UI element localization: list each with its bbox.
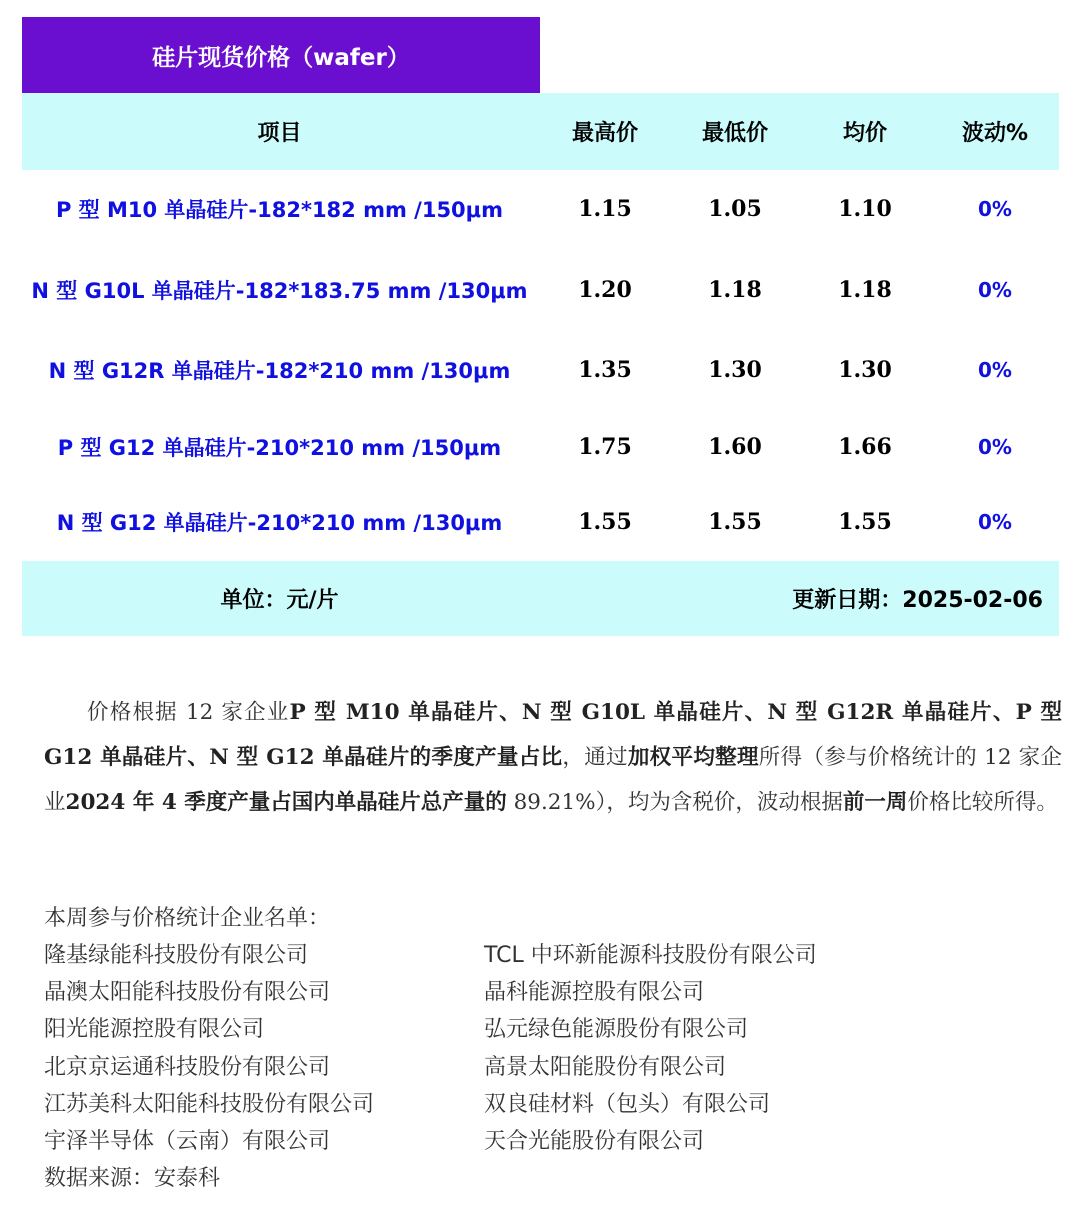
company-name: 宇泽半导体（云南）有限公司 [44, 1129, 331, 1155]
row-high: 1.75 [578, 434, 632, 460]
row-avg: 1.55 [838, 509, 892, 535]
table-row [22, 189, 1059, 229]
company-name: TCL 中环新能源科技股份有限公司 [484, 943, 817, 968]
note-text: 价格比较所得。 [907, 790, 1058, 815]
table-title: 硅片现货价格（wafer） [22, 17, 540, 93]
note-text: 价格根据 12 家企业 [87, 700, 290, 725]
header-item: 项目 [257, 121, 302, 146]
unit-label: 单位：元/片 [220, 588, 339, 613]
data-source: 数据来源：安泰科 [44, 1166, 221, 1192]
company-list-title: 本周参与价格统计企业名单： [44, 906, 331, 931]
note-text: ，通过 [562, 745, 628, 770]
row-low: 1.55 [708, 509, 762, 535]
row-high: 1.20 [578, 277, 632, 303]
company-list [44, 937, 1044, 1160]
row-item: N 型 G10L 单晶硅片-182*183.75 mm /130μm [31, 279, 528, 303]
header-high: 最高价 [571, 121, 638, 146]
row-low: 1.05 [708, 196, 762, 222]
note-bold: P 型 M10 单晶硅片、N 型 G10L 单晶硅片、N 型 G12R 单晶硅片、P 型 G12 单晶硅片、N 型 G12 单晶硅片的季度产量占比 [44, 700, 1062, 770]
row-avg: 1.10 [838, 196, 892, 222]
header-change: 波动% [961, 121, 1029, 146]
update-date: 更新日期：2025-02-06 [792, 588, 1043, 613]
table-footer [22, 561, 1059, 636]
header-avg: 均价 [842, 121, 887, 146]
company-name: 江苏美科太阳能科技股份有限公司 [44, 1091, 375, 1117]
company-name: 双良硅材料（包头）有限公司 [484, 1091, 771, 1117]
company-section [44, 900, 1044, 1197]
row-change: 0% [978, 435, 1012, 459]
table-row [22, 270, 1059, 310]
row-item: N 型 G12R 单晶硅片-182*210 mm /130μm [48, 359, 511, 383]
table-header [22, 93, 1059, 170]
note-bold: 2024 年 4 季度产量占国内单晶硅片总产量的 [65, 790, 507, 815]
row-low: 1.30 [708, 357, 762, 383]
row-high: 1.15 [578, 196, 632, 222]
table-row [22, 350, 1059, 390]
row-change: 0% [978, 358, 1012, 382]
table-row [22, 502, 1059, 542]
company-name: 高景太阳能股份有限公司 [484, 1054, 727, 1080]
row-change: 0% [978, 197, 1012, 221]
company-name: 阳光能源控股有限公司 [44, 1017, 265, 1043]
row-avg: 1.66 [838, 434, 892, 460]
table-row [22, 427, 1059, 467]
row-high: 1.35 [578, 357, 632, 383]
row-change: 0% [978, 278, 1012, 302]
row-item: P 型 G12 单晶硅片-210*210 mm /150μm [57, 436, 502, 460]
company-name: 晶科能源控股有限公司 [484, 980, 705, 1006]
company-name: 隆基绿能科技股份有限公司 [44, 943, 309, 968]
note-bold: 加权平均整理 [627, 745, 759, 770]
note-bold: 前一周 [842, 790, 908, 815]
row-avg: 1.18 [838, 277, 892, 303]
pricing-note [44, 690, 1062, 825]
row-item: N 型 G12 单晶硅片-210*210 mm /130μm [56, 511, 503, 535]
header-low: 最低价 [701, 121, 768, 146]
row-low: 1.18 [708, 277, 762, 303]
company-name: 晶澳太阳能科技股份有限公司 [44, 980, 331, 1006]
company-name: 天合光能股份有限公司 [484, 1129, 705, 1155]
row-low: 1.60 [708, 434, 762, 460]
row-change: 0% [978, 510, 1012, 534]
company-name: 北京京运通科技股份有限公司 [44, 1054, 331, 1080]
row-high: 1.55 [578, 509, 632, 535]
note-text: 所得（参与价格统计的 12 家企业 [44, 745, 1062, 815]
row-avg: 1.30 [838, 357, 892, 383]
row-item: P 型 M10 单晶硅片-182*182 mm /150μm [55, 198, 504, 222]
company-name: 弘元绿色能源股份有限公司 [484, 1017, 749, 1043]
note-text: 89.21%），均为含税价，波动根据 [506, 790, 843, 815]
